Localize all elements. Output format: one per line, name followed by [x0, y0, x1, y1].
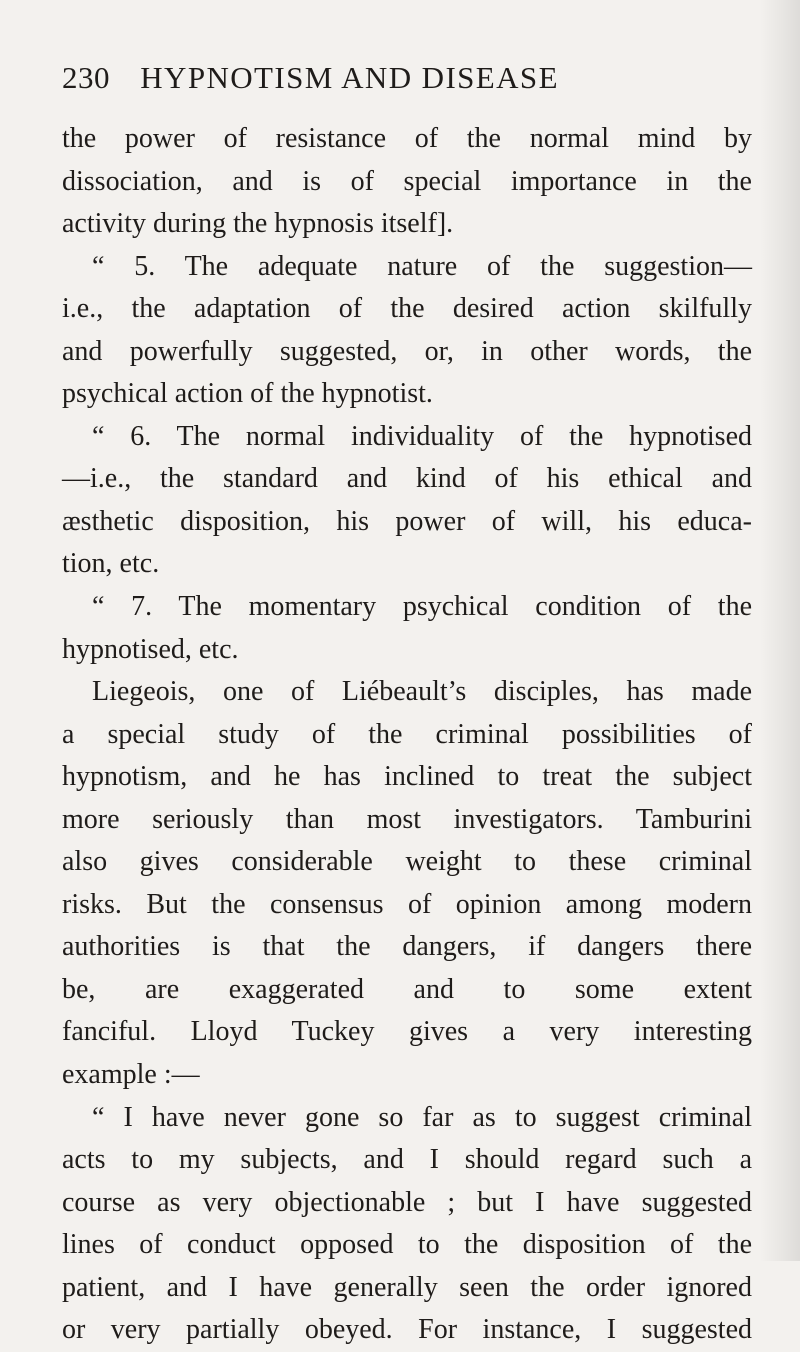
page-number: 230 — [62, 60, 110, 95]
text-line: Liegeois, one of Liébeault’s disciples, has made — [92, 676, 752, 708]
text-line: “ 6. The normal individuality of the hypnotised — [92, 420, 752, 452]
text-line: “ I have never gone so far as to suggest criminal — [92, 1101, 752, 1133]
text-line: lines of conduct opposed to the disposition of the — [62, 1229, 752, 1261]
text-line: “ 5. The adequate nature of the suggestion— — [92, 250, 752, 282]
text-line: i.e., the adaptation of the desired action skilfully — [62, 293, 752, 325]
text-line: “ 7. The momentary psychical condition of the — [92, 591, 752, 623]
running-title: HYPNOTISM AND DISEASE — [140, 60, 559, 95]
text-line: a special study of the criminal possibilities of — [62, 718, 752, 750]
text-line: dissociation, and is of special importance in the — [62, 165, 752, 197]
text-line: hypnotism, and he has inclined to treat the subject — [62, 761, 752, 793]
text-line: activity during the hypnosis itself]. — [62, 208, 454, 240]
text-line: the power of resistance of the normal mind by — [62, 123, 752, 154]
text-line: acts to my subjects, and I should regard such a — [62, 1144, 752, 1176]
text-line: be, are exaggerated and to some extent — [62, 973, 752, 1005]
text-line: more seriously than most investigators. Tamburini — [62, 803, 752, 835]
text-line: patient, and I have generally seen the order ignored — [62, 1271, 752, 1303]
page-edge-shadow — [760, 0, 800, 1261]
text-line: —i.e., the standard and kind of his ethical and — [62, 463, 752, 495]
text-line: and powerfully suggested, or, in other words, the — [62, 335, 752, 367]
text-line: or very partially obeyed. For instance, I suggested — [62, 1314, 752, 1346]
text-line: course as very objectionable ; but I have suggested — [62, 1186, 752, 1218]
text-line: æsthetic disposition, his power of will, his educa- — [62, 505, 752, 537]
text-line: hypnotised, etc. — [62, 633, 239, 665]
running-header — [62, 60, 762, 104]
text-line: example :— — [62, 1059, 200, 1091]
text-line: tion, etc. — [62, 548, 160, 580]
text-line: risks. But the consensus of opinion among modern — [62, 888, 752, 920]
text-line: psychical action of the hypnotist. — [62, 378, 433, 410]
text-line: also gives considerable weight to these criminal — [62, 846, 752, 878]
body-text — [62, 118, 752, 1352]
text-line: fanciful. Lloyd Tuckey gives a very interesting — [62, 1016, 752, 1048]
text-line: authorities is that the dangers, if dangers there — [62, 931, 752, 963]
